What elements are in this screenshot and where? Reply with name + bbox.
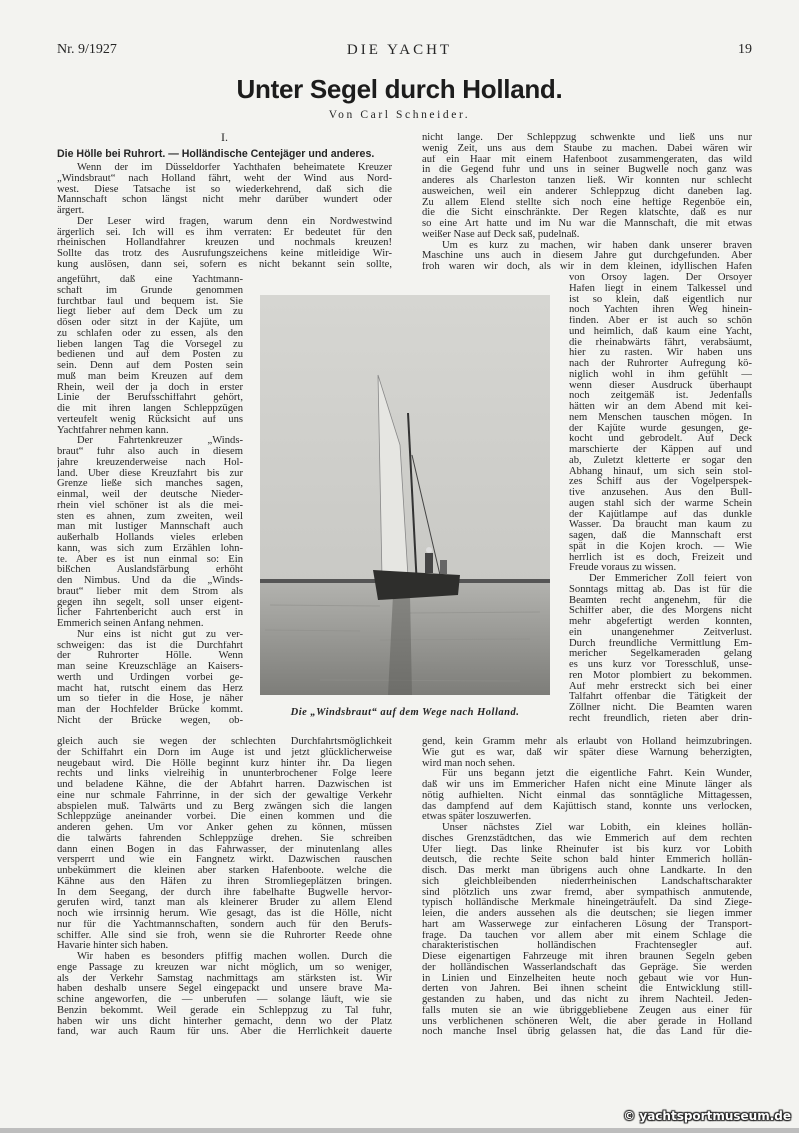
person [440,560,447,574]
text-block-right-bottom [422,737,752,1038]
text-line: furchtbar faul und bequem ist. Sie [57,296,243,307]
text-line: Kähne aus den Häfen zu ihren Stromliegeplätzen bringen. [57,876,392,887]
text-line: und beladene Kähne, die der Abfahrt harren. Dazwischen ist [57,780,392,790]
text-line: zu schlafen oder zu essen, als den [57,328,243,339]
text-line: recht freundlich, rieten aber drin- [569,713,752,724]
text-line: rhein viel schöner ist als die mei- [57,500,243,511]
text-line: Wasser. Da braucht man kaum zu [569,520,752,531]
hull [373,570,460,600]
text-line: anderes als Charleston tanzen ließ. Wir konnten nur schlecht [422,176,752,186]
text-block-right-narrow [569,273,752,725]
text-line: der Ruhrorter Hölle. Wenn [57,651,243,662]
text-line: nur für die Yachtmannschaften, sondern auch für den Berufs- [57,919,392,930]
text-line: verteufelt wenig Rücksicht auf uns [57,414,243,425]
watermark: © yachtsportmuseum.de [623,1109,791,1123]
text-line: abspielen muß. Talwärts und zu Berg zwängen sich die langen [57,801,392,812]
text-line: ein unangenehmer Zeitverlust. [569,627,752,638]
text-line: wird man noch sehen. [422,758,515,769]
text-line: Havarie hinter sich haben. [57,941,169,952]
text-line: weißer Nase auf Deck saß, pudelnaß. [422,229,580,240]
scan-edge [0,1128,799,1133]
text-line: angeführt, daß eine Yachtmann- [57,275,243,285]
text-line: mehr abgefertigt werden konnten, [569,617,752,627]
text-line: bedienen und auf dem Posten zu [57,350,243,361]
text-line: versperrt und wie ein Fangnetz wirkt. Dazwischen rauschen [57,855,392,866]
text-line: gestanden zu haben, und das nicht zu ihrem Nachteil. Jeden- [422,995,752,1005]
text-line: nicht lange. Der Schleppzug schwenkte und ließ uns nur [422,133,752,143]
text-line: der Kajüte wurde gesungen, ge- [569,423,752,434]
text-line: finden. Aber er ist auch so schön [569,316,752,326]
text-line: falls muten sie an wie übriggebliebene Zeugen aus einer für [422,1005,752,1016]
text-line: der Schiffahrt ein Dorn im Auge ist und jetzt glücklicherweise [57,747,392,758]
text-line: wenn dieser Ausdruck überhaupt [569,380,752,391]
text-line: Unser nächstes Ziel war Lobith, ein kleines hollän- [442,823,752,833]
text-line: noch manche Insel übrig gelassen hat, die das Land für die- [422,1027,752,1038]
text-line: neugebaut wird. Die Hölle beginnt kurz hinter ihr. Da liegen [57,758,392,769]
text-line: Talfahrt offenbar die Tätigkeit der [569,692,752,703]
text-line: rheinischen Hollandfahrer kreuzen und nochmals kreuzen! [57,238,392,249]
text-line: daß wir uns im Emmericher Hafen nicht eine Minute länger als [422,780,752,790]
text-line: der Kajütlampe auf das dunkle [569,509,752,520]
text-line: Für uns begann jetzt die eigentliche Fahrt. Kein Wunder, [442,769,752,780]
text-line: ren Motor plombiert zu bekommen. [569,670,752,681]
text-line: wenig Zeit, uns aus dem Staube zu machen. Dabei wären wir [422,143,752,154]
text-line: etwas später loszuwerfen. [422,812,532,823]
text-line: froh waren wir doch, als wir in dem kleinen, idyllischen Hafen [422,262,752,272]
text-block-left-top [57,163,392,271]
text-line: Wie gut es war, daß wir später diese Warnung beherzigten, [422,747,752,758]
article-byline: Von Carl Schneider. [328,109,471,121]
text-line: schaft im Grunde genommen [57,285,243,296]
text-line: Zu allem Elend stellte sich noch eine heftige Regenböe ein, [422,197,752,208]
text-line: gend, kein Gramm mehr als erlaubt von Holland heimzubringen. [422,737,752,747]
text-line: Diese eigenartigen Fahrzeuge mit ihren braunen Segeln geben [422,952,752,962]
text-line: hier zu rasten. Wir haben uns [569,348,752,359]
text-line: west. Diese Tatsache ist so wiederkehrend, daß sich die [57,184,392,195]
text-line: herrlich ist es doch, Freizeit und [569,552,752,563]
text-line: Yachtfahrer nehmen kann. [57,425,169,436]
text-line: sten es ahnen, zum zweiten, weil [57,511,243,522]
text-line: Sollte das trotz des Ausrufungszeichens keine mitleidige Wir- [57,249,392,259]
text-line: lieben langen Tag die Vorsegel zu [57,339,243,350]
text-line: jahre kreuzenderweise nach Hol- [57,457,243,468]
text-line: charakteristischen holländischen Frachtensegler auf. [422,941,752,952]
photo-caption: Die „Windsbraut“ auf dem Wege nach Holland. [290,707,520,718]
text-line: und heimlich, daß kaum eine Yacht, [569,326,752,337]
text-line: außerhalb Hollands vieles erleben [57,533,243,543]
text-line: zes Schiff aus der Vogelperspek- [569,477,752,488]
text-line: ärgerlich sei. Ich will es ihm verraten: Er bedeutet für den [57,227,392,238]
text-line: kung auslösen, dann sei, sofern es nicht bekannt sein sollte, [57,259,392,270]
magazine-name: DIE YACHT [346,42,453,58]
text-line: das dampfend auf dem Kajüttisch stand, konnte uns verlocken, [422,801,752,812]
text-line: schine angeworfen, die — unberufen — solange läuft, wie sie [57,995,392,1005]
text-line: Maschine uns auch in diesem Jahre gut durchgefunden. Aber [422,251,752,262]
text-line: gegen ihn segelt, soll unser eigent- [57,597,243,608]
text-line: ist so klein, daß eigentlich nur [569,294,752,305]
text-line: Zöllner nicht. Die Beamten waren [569,703,752,713]
text-line: sind plötzlich uns zwar fremd, aber sympathisch anmutende, [422,887,752,898]
text-line: auf ein Haar mit einem Hafenboot zusammengeraten, das wild [422,154,752,165]
text-line: fand, war auch Raum für uns. Aber die Herrlichkeit dauerte [57,1027,392,1038]
text-line: frage. Da tauchen vor allem aber mit einem Schlage die [422,930,752,941]
text-line: Sonntags mittag ab. Das ist für die [569,584,752,595]
text-line: man seine Kreuzschläge an Kaisers- [57,662,243,672]
text-line: niglich wohl in ihm gefühlt — [569,369,752,380]
text-line: dann einen Bogen in das Fahrwasser, der minutenlang alles [57,844,392,855]
text-line: von Orsoy lagen. Der Orsoyer [569,273,752,283]
text-line: braut“ lieber mit dem Strom als [57,586,243,597]
text-line: te. Aber es ist nun einmal so: Ein [57,554,243,565]
text-line: rechts und links vielreihig in ununterbrochener Folge leere [57,769,392,780]
text-line: haben wir uns dicht hinterher gemacht, denn wo der Platz [57,1016,392,1027]
text-block-right-top [422,133,752,273]
text-line: Auf mehr erstreckt sich bei einer [569,681,752,692]
text-line: kann, was sich zum Erzählen lohn- [57,543,243,554]
text-line: haben deshalb unsere Segel eingepackt und unsere brave Ma- [57,984,392,995]
text-line: Hafen liegt in einem Talkessel und [569,283,752,294]
text-line: leien, die anders aussehen als die deutschen; sie liegen immer [422,909,752,919]
text-line: Der Leser wird fragen, warum denn ein Nordwestwind [77,216,392,227]
text-line: derten von Jahren. Bei ihnen scheint die Entwicklung still- [422,984,752,995]
text-line: ausweichen, weil ein anderer Schleppzug dicht daneben lag. [422,186,752,197]
text-line: Freude voraus zu wissen. [569,563,677,574]
text-line: so eine Art hatte und im Nu war die Mannschaft, die mit etwas [422,219,752,229]
article-title: Unter Segel durch Holland. [236,74,563,104]
text-line: einmal, weil der deutsche Nieder- [57,490,243,500]
text-line: uns verblichenen schöneren Welt, die aber gerade in Holland [422,1016,752,1027]
text-line: bißchen Auslandsfärbung erhöht [57,565,243,576]
text-line: Grenze ließe sich manches sagen, [57,479,243,490]
text-line: muß man beim Kreuzen auf dem [57,371,243,382]
person [425,553,433,573]
text-line: es uns kurz vor Toresschluß, unse- [569,660,752,670]
text-line: den Nimbus. Und da die „Winds- [57,576,243,586]
text-block-left-bottom [57,737,392,1038]
text-line: schweigen: das ist die Durchfahrt [57,640,243,651]
text-line: die die Sicht einschränkte. Der Regen klatschte, daß es nur [422,208,752,219]
text-line: disches Grenzstädtchen, das wie Emmerich auf dem rechten [422,833,752,844]
text-line: „Windsbraut“ nach Holland fährt, weht der Wind aus Nord- [57,173,392,184]
text-line: Benzin bekommt. Weil gerade ein Schleppzug zu Tal fuhr, [57,1005,392,1016]
text-line: macht hat, rutscht einem das Herz [57,683,243,694]
text-line: Beamten recht angenehm, für die [569,595,752,606]
text-line: Der Fahrtenkreuzer „Winds- [77,436,243,447]
text-line: in die Gegend fuhr und uns in seiner Bugwelle noch ganz was [422,165,752,176]
text-line: Rhein, weil der ja doch in erster [57,382,243,393]
text-line: Schiffer aber, die des Morgens nicht [569,606,752,617]
text-line: gerufen wird, tanzt man als kleinerer Bruder zu allem Elend [57,898,392,909]
section-heading: Die Hölle bei Ruhrort. — Holländische Centejäger und anderes. [57,148,375,160]
text-line: ärgert. [57,206,85,216]
section-number: I. [221,130,228,144]
text-line: hätten wir an dem Abend mit kei- [569,402,752,412]
text-line: Wenn der im Düsseldorfer Yachthafen beheimatete Kreuzer [77,163,392,173]
text-line: nötig aufhielten. Nicht einmal das sonntägliche Mittagessen, [422,790,752,801]
text-line: unbekümmert die kleinen aber starken Hafenboote. welche die [57,866,392,876]
text-line: Wir haben es besonders pfiffig machen wollen. Durch die [77,952,392,962]
text-line: um so tiefer in die Hose, je näher [57,694,243,705]
text-line: die mit ihren langen Schleppzügen [57,404,243,414]
text-line: nem Menschen tauschen mögen. In [569,412,752,423]
text-line: spät in die Kojen kroch. — Wie [569,541,752,552]
text-line: enge Passage zu kreuzen war nicht möglich, um so weniger, [57,962,392,973]
sailboat-photo [260,295,550,695]
text-line: deutsch, die rechte Seite schon bald hinter Emmerich hollän- [422,855,752,866]
text-line: sich gleichbleibenden niederrheinischen Landschaftscharakter [422,876,752,887]
text-line: Linie der Berufsschiffahrt gehört, [57,393,243,404]
text-line: braut“ fuhr also auch in diesem [57,447,243,457]
text-line: Ufer liegt. Das linke Rheinufer ist bis kurz vor Lobith [422,844,752,855]
text-line: marschierte der Käppen auf und [569,445,752,455]
text-line: eine nur schmale Fahrrinne, in der sich der gewaltige Verkehr [57,790,392,801]
text-line: noch zeitgemäß ist. Jedenfalls [569,391,752,402]
text-line: sagen, daß die Mannschaft erst [569,531,752,541]
text-line: Um es kurz zu machen, wir haben dank unserer braven [442,240,752,251]
text-line: Abhang hinauf, um sich sein stol- [569,466,752,477]
text-line: Emmerich seinen Anfang nehmen. [57,619,204,629]
text-line: hart am Wasserwege zur einfacheren Lösung der Transport- [422,919,752,930]
text-line: mericher Segelkameraden gelang [569,649,752,660]
text-line: Der Emmericher Zoll feiert von [589,574,752,584]
text-line: schiffer. Alle sind sie froh, wenn sie die Ruhrorter Reede ohne [57,930,392,941]
text-line: dösen oder sitzt in der Kajüte, um [57,318,243,328]
text-line: augen stahl sich der warme Schein [569,498,752,509]
text-line: kocht und gebrodelt. Auf Deck [569,434,752,445]
text-line: Schleppzüge aneinander vorbei. Die einen kommen und die [57,812,392,823]
text-line: anderen gehen. Um vor Anker gehen zu können, müssen [57,823,392,833]
text-line: licher Fahrtenbericht auch erst in [57,608,243,619]
text-line: noch Yachten ihren Weg hinein- [569,305,752,316]
text-line: Nur eins ist nicht gut zu ver- [77,629,243,640]
text-line: disch. Das merkt man übrigens auch ohne Landkarte. In den [422,866,752,876]
text-line: ab, Zuletzt kletterte er sogar den [569,455,752,466]
text-line: man der Hochfelder Brücke kommt. [57,705,243,715]
page-number: 19 [738,42,752,57]
text-line: man mit lustiger Mannschaft auch [57,522,243,533]
issue-number: Nr. 9/1927 [57,42,117,57]
text-line: tive anzusehen. Aus den Bull- [569,488,752,498]
text-block-left-narrow [57,275,243,727]
text-line: typisch holländische Merkmale hineingeträufelt. Da sind Ziege- [422,898,752,909]
text-line: Mannschaft schon längst nicht mehr darüber wundert oder [57,195,392,206]
text-line: noch wie irrsinnig herum. Wie gesagt, das ist die Hölle, nicht [57,909,392,919]
text-line: In dem Seegang, der durch ihre fabelhafte Bugwelle hervor- [57,887,392,898]
text-line: der holländischen Wasserlandschaft das Gepräge. Sie werden [422,962,752,973]
text-line: liegt lieber auf dem Deck um zu [57,307,243,318]
text-line: Durch freundliche Vermittlung Em- [569,638,752,649]
text-line: Nicht der Brücke wegen, ob- [57,715,243,726]
text-line: in Linien und Einzelheiten heute noch gebaut wie vor Hun- [422,973,752,984]
text-line: sein. Denn auf dem Posten sein [57,361,243,371]
text-line: werth und Ürdingen vorbei ge- [57,672,243,683]
text-line: nach der Ruhrorter Aufregung kö- [569,359,752,369]
text-line: die talwärts fahrenden Schleppzüge drehen. Sie schreiben [57,833,392,844]
text-line: die rheinabwärts fährt, verabsäumt, [569,337,752,348]
text-line: land. Über diese Kreuzfahrt bis zur [57,468,243,479]
text-line: als der Verkehr Samstag nachmittags am stärksten ist. Wir [57,973,392,984]
text-line: gleich auch sie wegen der schlechten Durchfahrtsmöglichkeit [57,737,392,747]
